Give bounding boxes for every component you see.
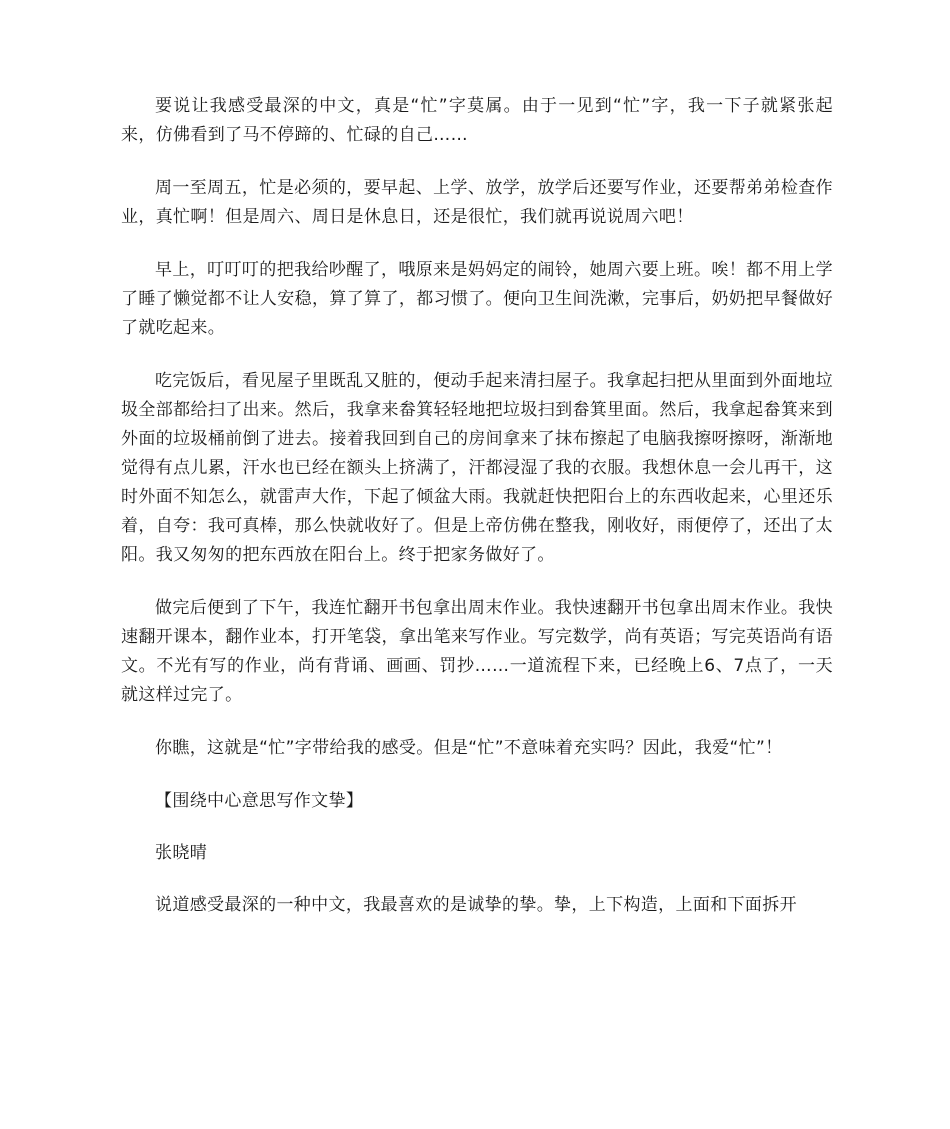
paragraph-weekdays: 周一至周五，忙是必须的，要早起、上学、放学，放学后还要写作业，还要帮弟弟检查作业，真忙啊！但是周六、周日是休息日，还是很忙，我们就再说说周六吧！ xyxy=(121,178,833,227)
paragraph-morning: 早上，叮叮叮的把我给吵醒了，哦原来是妈妈定的闹铃，她周六要上班。唉！都不用上学了睡了懒觉都不让人安稳，算了算了，都习惯了。便向卫生间洗漱，完事后，奶奶把早餐做好了就吃起来。 xyxy=(121,260,833,338)
paragraph-homework: 做完后便到了下午，我连忙翻开书包拿出周末作业。我快速翻开书包拿出周末作业。我快速翻开课本，翻作业本，打开笔袋，拿出笔来写作业。写完数学，尚有英语；写完英语尚有语文。不光有写的作业，尚有背诵、画画、罚抄……一道流程下来，已经晚上6、7点了，一天就这样过完了。 xyxy=(121,598,833,705)
author-name: 张晓晴 xyxy=(155,843,208,863)
essay-heading: 【围绕中心意思写作文挚】 xyxy=(155,791,364,811)
paragraph-conclusion: 你瞧，这就是“忙”字带给我的感受。但是“忙”不意味着充实吗？因此，我爱“忙”！ xyxy=(155,738,783,758)
paragraph-intro: 要说让我感受最深的中文，真是“忙”字莫属。由于一见到“忙”字，我一下子就紧张起来，仿佛看到了马不停蹄的、忙碌的自己…… xyxy=(121,96,833,145)
paragraph-second-essay-start: 说道感受最深的一种中文，我最喜欢的是诚挚的挚。挚，上下构造，上面和下面拆开 xyxy=(155,895,797,915)
document-page xyxy=(121,92,833,944)
paragraph-cleaning: 吃完饭后，看见屋子里既乱又脏的，便动手起来清扫屋子。我拿起扫把从里面到外面地垃圾全部都给扫了出来。然后，我拿来畚箕轻轻地把垃圾扫到畚箕里面。然后，我拿起畚箕来到外面的垃圾桶前倒了进去。接着我回到自己的房间拿来了抹布擦起了电脑我擦呀擦呀，渐渐地觉得有点儿累，汗水也已经在额头上挤满了，汗都浸湿了我的衣服。我想休息一会儿再干，这时外面不知怎么，就雷声大作，下起了倾盆大雨。我就赶快把阳台上的东西收起来，心里还乐着，自夸：我可真棒，那么快就收好了。但是上帝仿佛在整我，刚收好，雨便停了，还出了太阳。我又匆匆的把东西放在阳台上。终于把家务做好了。 xyxy=(121,371,833,565)
